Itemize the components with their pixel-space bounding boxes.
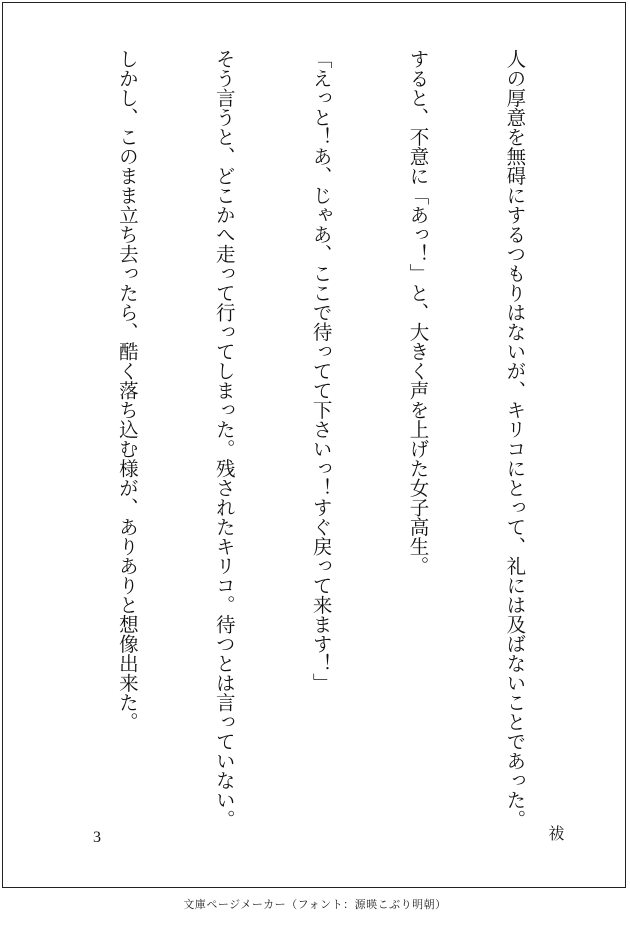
book-page xyxy=(2,2,626,888)
text-line: そう言うと、どこかへ走って行ってしまった。残されたキリコ。待つとは言っていない。 xyxy=(212,49,236,829)
author-name: 祓 xyxy=(546,825,565,841)
footer-caption: 文庫ページメーカー（フォント：源暎こぶり明朝） xyxy=(183,898,447,911)
text-line: 「えっと！あ、じゃあ、ここで待ってて下さいっ！すぐ戻って来ます！」 xyxy=(309,49,333,693)
blank-line xyxy=(14,49,46,829)
text-line: しかし、このまま立ち去ったら、酷く落ち込む様が、ありありと想像出来た。 xyxy=(115,49,139,732)
body-text xyxy=(0,49,595,829)
page-number: 3 xyxy=(93,829,101,846)
text-line: 人の厚意を無碍にするつもりはないが、キリコにとって、礼には及ばないことであった。 xyxy=(503,49,527,829)
text-line: すると、不意に「あっ！」と、大きく声を上げた女子高生。 xyxy=(406,49,430,576)
